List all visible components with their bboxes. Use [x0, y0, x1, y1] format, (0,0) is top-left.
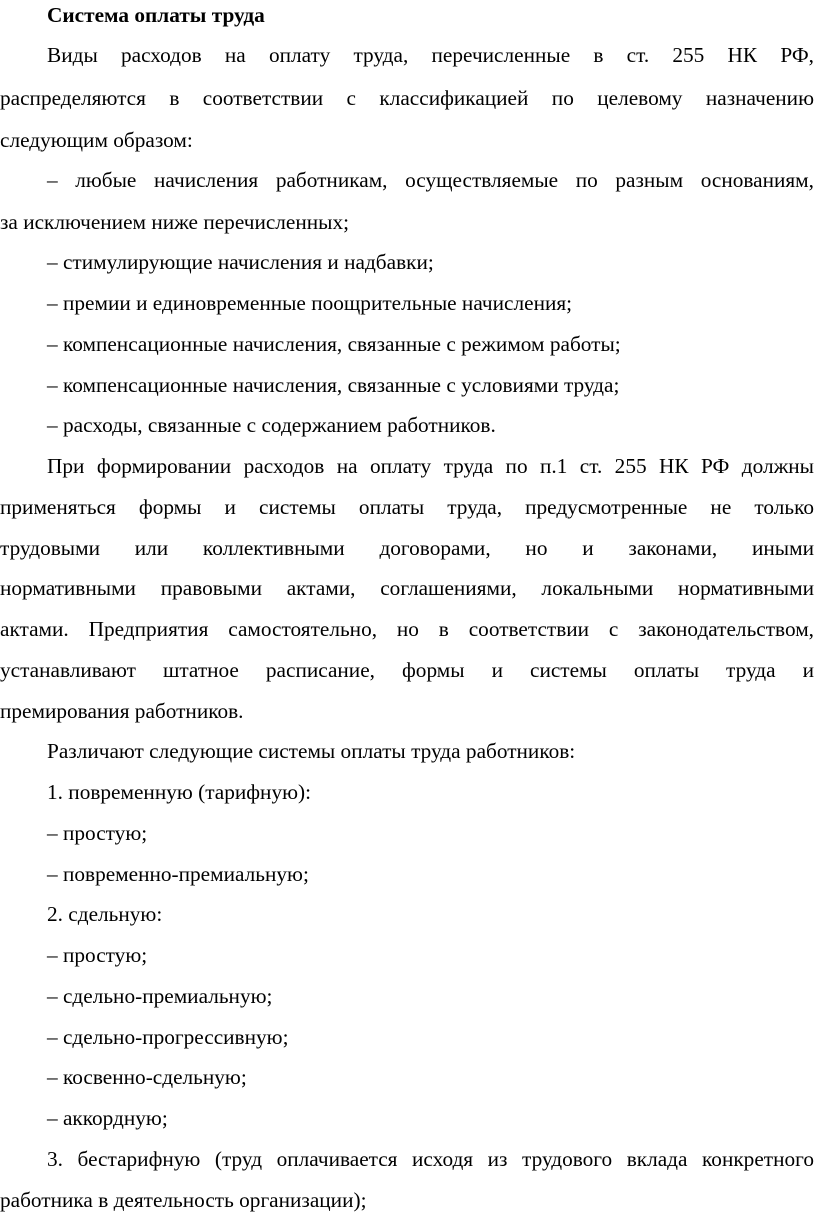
- paragraph-line: актами. Предприятия самостоятельно, но в соответствии с законодательством,: [0, 617, 814, 641]
- list-item: – аккордную;: [47, 1106, 168, 1130]
- list-item: – косвенно-сдельную;: [47, 1065, 247, 1089]
- paragraph-line: распределяются в соответствии с классификацией по целевому назначению: [0, 86, 814, 110]
- list-item: – сдельно-прогрессивную;: [47, 1025, 289, 1049]
- section-heading: Система оплаты труда: [47, 3, 265, 27]
- list-item: – сдельно-премиальную;: [47, 984, 273, 1008]
- paragraph-line: трудовыми или коллективными договорами, но и законами, иными: [0, 536, 814, 560]
- list-item: – простую;: [47, 821, 148, 845]
- paragraph-line: Виды расходов на оплату труда, перечисленные в ст. 255 НК РФ,: [47, 43, 814, 67]
- paragraph-line: устанавливают штатное расписание, формы и системы оплаты труда и: [0, 658, 814, 682]
- paragraph-line: При формировании расходов на оплату труда по п.1 ст. 255 НК РФ должны: [47, 454, 814, 478]
- paragraph-line: применяться формы и системы оплаты труда, предусмотренные не только: [0, 495, 814, 519]
- list-item: – компенсационные начисления, связанные с режимом работы;: [47, 332, 621, 356]
- list-item: 2. сдельную:: [47, 902, 163, 926]
- list-item-continuation: за исключением ниже перечисленных;: [0, 210, 350, 234]
- list-item: 3. бестарифную (труд оплачивается исходя из трудового вклада конкретного: [47, 1147, 814, 1171]
- list-item-continuation: работника в деятельность организации);: [0, 1188, 367, 1212]
- list-item: 1. повременную (тарифную):: [47, 780, 312, 804]
- paragraph-line: следующим образом:: [0, 128, 193, 152]
- list-item: – расходы, связанные с содержанием работников.: [47, 413, 496, 437]
- paragraph-line: Различают следующие системы оплаты труда работников:: [47, 739, 576, 763]
- list-item: – компенсационные начисления, связанные с условиями труда;: [47, 373, 620, 397]
- paragraph-line: премирования работников.: [0, 699, 244, 723]
- list-item: – премии и единовременные поощрительные начисления;: [47, 291, 573, 315]
- list-item: – любые начисления работникам, осуществляемые по разным основаниям,: [47, 168, 814, 192]
- list-item: – повременно-премиальную;: [47, 862, 309, 886]
- list-item: – простую;: [47, 943, 148, 967]
- list-item: – стимулирующие начисления и надбавки;: [47, 250, 434, 274]
- paragraph-line: нормативными правовыми актами, соглашениями, локальными нормативными: [0, 576, 814, 600]
